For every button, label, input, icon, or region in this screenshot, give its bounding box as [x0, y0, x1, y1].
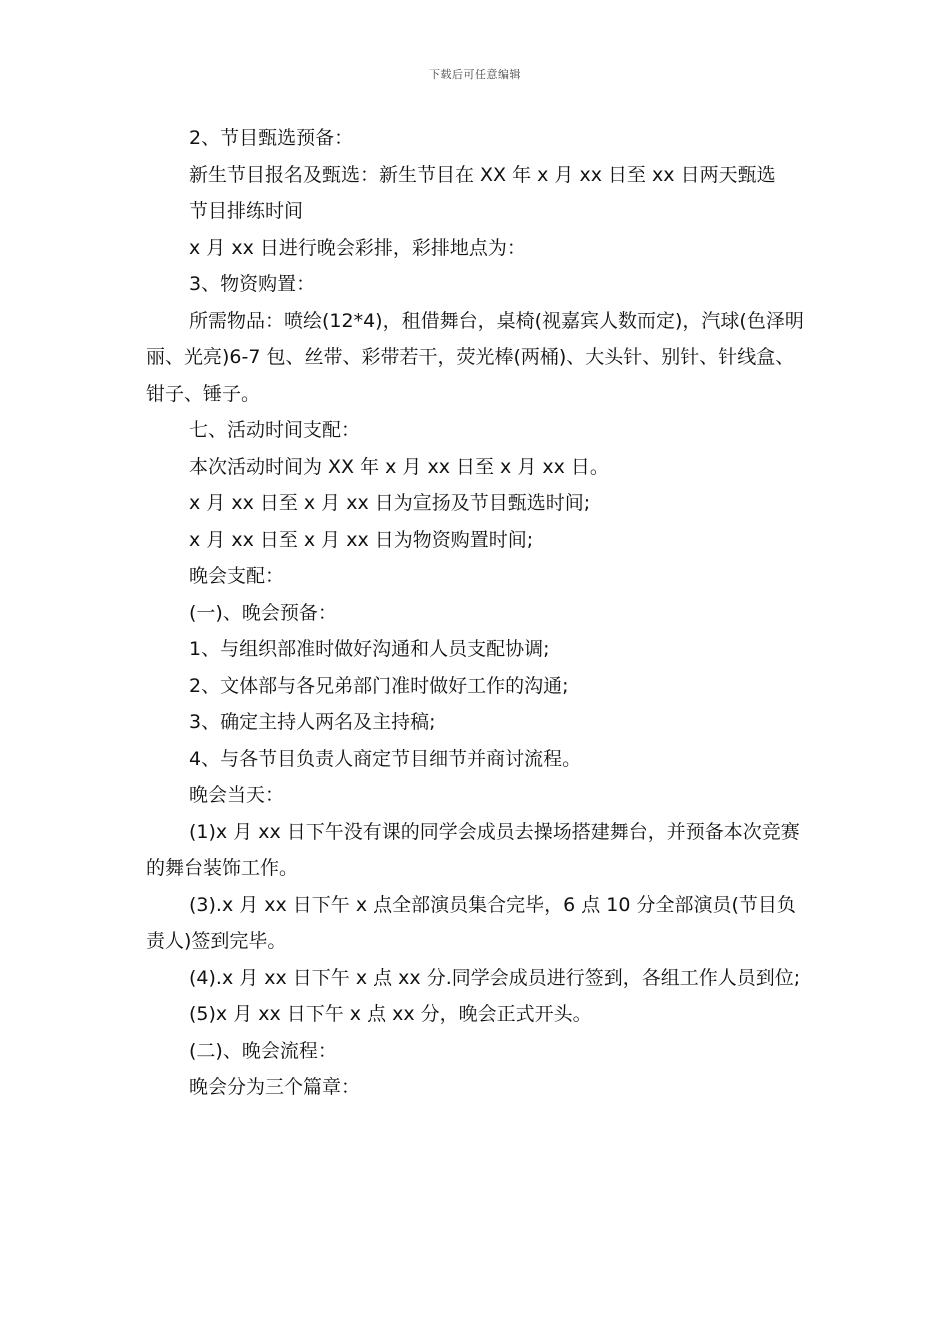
- paragraph-7: 七、活动时间支配：: [189, 419, 361, 441]
- paragraph-20: (4).x 月 xx 日下午 x 点 xx 分.同学会成员进行签到，各组工作人员到位;: [189, 966, 801, 989]
- paragraph-17: 晚会当天：: [189, 784, 285, 806]
- paragraph-23: 晚会分为三个篇章：: [189, 1076, 361, 1098]
- paragraph-21: (5)x 月 xx 日下午 x 点 xx 分，晚会正式开头。: [189, 1003, 592, 1025]
- paragraph-13: 1、与组织部准时做好沟通和人员支配协调;: [189, 638, 550, 660]
- paragraph-10: x 月 xx 日至 x 月 xx 日为物资购置时间;: [189, 528, 534, 551]
- paragraph-2: 新生节目报名及甄选：新生节目在 XX 年 x 月 xx 日至 xx 日两天甄选: [189, 163, 776, 186]
- paragraph-16: 4、与各节目负责人商定节目细节并商讨流程。: [189, 747, 582, 770]
- paragraph-14: 2、文体部与各兄弟部门准时做好工作的沟通;: [189, 674, 569, 697]
- paragraph-15: 3、确定主持人两名及主持稿;: [189, 711, 436, 733]
- paragraph-6: 所需物品：喷绘(12*4)，租借舞台，桌椅(视嘉宾人数而定)，汽球(色泽明丽、光亮)6-7 包、丝带、彩带若干，荧光棒(两桶)、大头针、别针、针线盒、钳子、锤子。: [146, 309, 804, 405]
- paragraph-18: (1)x 月 xx 日下午没有课的同学会成员去操场搭建舞台，并预备本次竞赛的舞台装饰工作。: [146, 820, 800, 879]
- paragraph-8: 本次活动时间为 XX 年 x 月 xx 日至 x 月 xx 日。: [189, 455, 609, 478]
- paragraph-11: 晚会支配：: [189, 565, 285, 587]
- paragraph-5: 3、物资购置：: [189, 273, 316, 295]
- document-body: [146, 120, 808, 1106]
- paragraph-12: (一)、晚会预备：: [189, 601, 337, 624]
- paragraph-19: (3).x 月 xx 日下午 x 点全部演员集合完毕，6 点 10 分全部演员(节目负责人)签到完毕。: [146, 893, 796, 952]
- paragraph-3: 节目排练时间: [189, 200, 304, 222]
- paragraph-4: x 月 xx 日进行晚会彩排，彩排地点为：: [189, 236, 526, 259]
- paragraph-22: (二)、晚会流程：: [189, 1039, 337, 1062]
- paragraph-1: 2、节目甄选预备：: [189, 127, 354, 149]
- paragraph-9: x 月 xx 日至 x 月 xx 日为宣扬及节目甄选时间;: [189, 492, 591, 514]
- page-header: 下载后可任意编辑: [429, 68, 521, 81]
